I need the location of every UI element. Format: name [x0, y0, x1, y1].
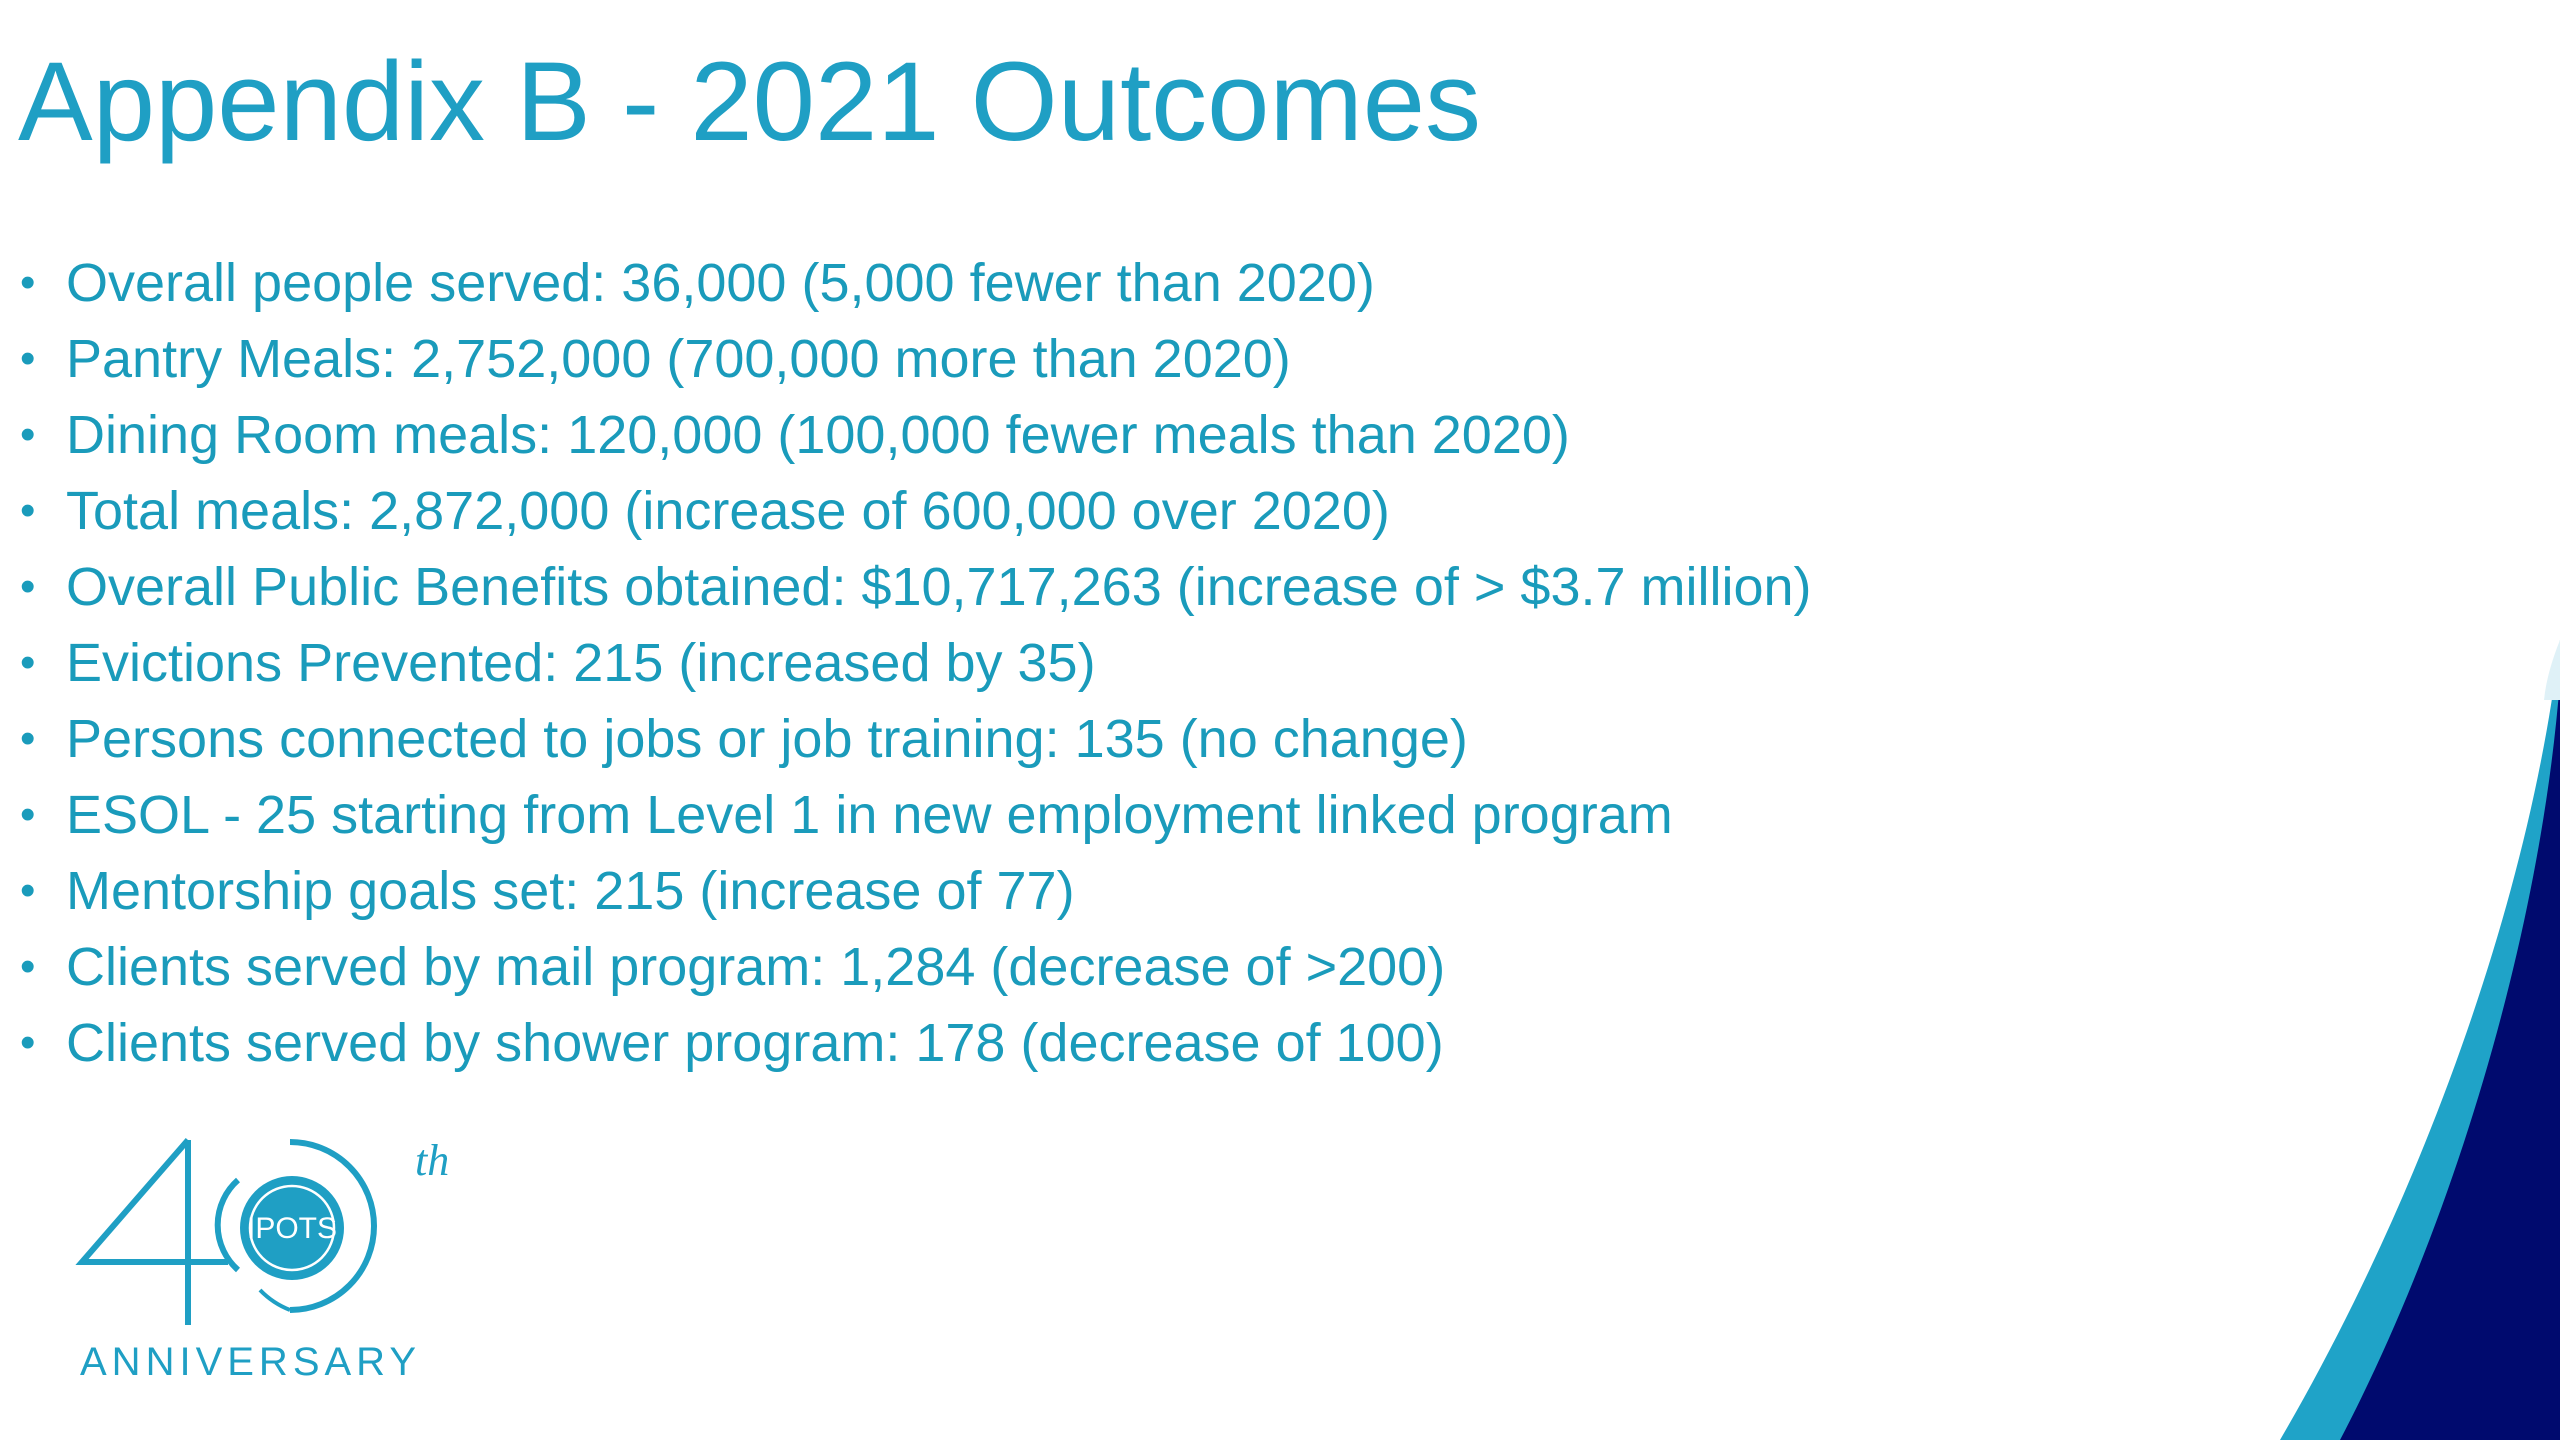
- anniversary-logo: [60, 1120, 480, 1390]
- bullet-item: [18, 549, 1812, 625]
- bullet-item: [18, 701, 1812, 777]
- zero-ring-inner-icon: [260, 1290, 290, 1310]
- swoosh-highlight-icon: [2544, 640, 2560, 700]
- bullet-dot-icon: •: [20, 714, 36, 763]
- bullet-dot-icon: •: [20, 790, 36, 839]
- bullet-dot-icon: •: [20, 1018, 36, 1067]
- bullet-dot-icon: •: [20, 562, 36, 611]
- number-four-icon: [82, 1140, 228, 1325]
- inner-arc-icon: [218, 1180, 238, 1270]
- bullet-item: [18, 929, 1812, 1005]
- bullet-text: Pantry Meals: 2,752,000 (700,000 more than 2020): [66, 329, 1291, 389]
- bullet-text: Total meals: 2,872,000 (increase of 600,000 over 2020): [66, 481, 1390, 541]
- bullet-dot-icon: •: [20, 410, 36, 459]
- bullet-dot-icon: •: [20, 486, 36, 535]
- bullet-text: Overall Public Benefits obtained: $10,717,263 (increase of > $3.7 million): [66, 557, 1812, 617]
- bullet-dot-icon: •: [20, 638, 36, 687]
- bullet-dot-icon: •: [20, 866, 36, 915]
- bullet-item: [18, 397, 1812, 473]
- bullet-item: [18, 245, 1812, 321]
- bullet-dot-icon: •: [20, 258, 36, 307]
- bullet-item: [18, 853, 1812, 929]
- bullet-item: [18, 473, 1812, 549]
- bullet-text: Evictions Prevented: 215 (increased by 35): [66, 633, 1096, 693]
- bullet-item: [18, 1005, 1812, 1081]
- bullet-item: [18, 625, 1812, 701]
- logo-suffix: th: [415, 1136, 450, 1185]
- bullet-text: Overall people served: 36,000 (5,000 fewer than 2020): [66, 253, 1375, 313]
- bullet-dot-icon: •: [20, 334, 36, 383]
- bullet-text: Clients served by mail program: 1,284 (decrease of >200): [66, 937, 1446, 997]
- bullet-text: Dining Room meals: 120,000 (100,000 fewer meals than 2020): [66, 405, 1570, 465]
- bullet-item: [18, 777, 1812, 853]
- logo-caption: ANNIVERSARY: [80, 1340, 422, 1384]
- bullet-item: [18, 321, 1812, 397]
- corner-swoosh-decoration: [2200, 640, 2560, 1440]
- slide-title: Appendix B - 2021 Outcomes: [18, 39, 1482, 164]
- bullet-text: Clients served by shower program: 178 (decrease of 100): [66, 1013, 1444, 1073]
- badge-text: IPOTS: [246, 1212, 338, 1245]
- bullet-text: Mentorship goals set: 215 (increase of 77): [66, 861, 1075, 921]
- bullet-text: Persons connected to jobs or job training: 135 (no change): [66, 709, 1468, 769]
- bullet-list: [18, 245, 1812, 1081]
- bullet-dot-icon: •: [20, 942, 36, 991]
- bullet-text: ESOL - 25 starting from Level 1 in new employment linked program: [66, 785, 1673, 845]
